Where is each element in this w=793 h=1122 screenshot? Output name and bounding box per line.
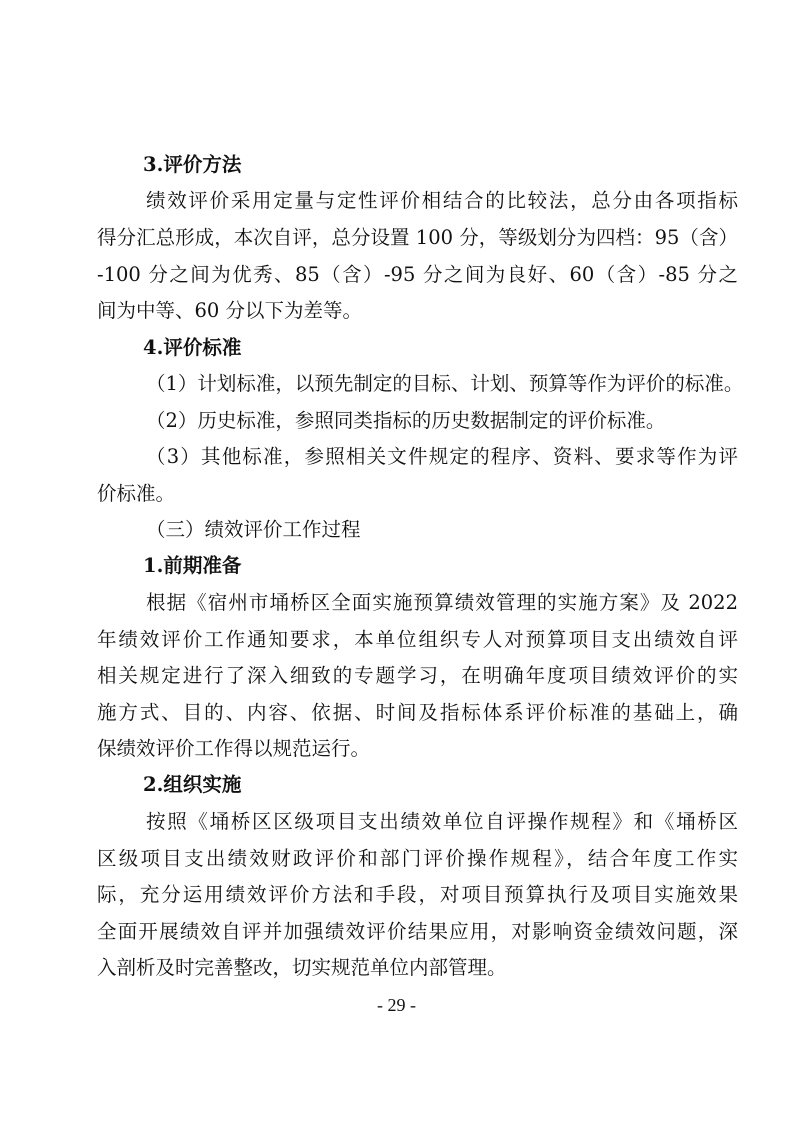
paragraph-line: 按照《埇桥区区级项目支出绩效单位自评操作规程》和《埇桥区 [146,810,738,833]
paragraph-line: 年绩效评价工作通知要求，本单位组织专人对预算项目支出绩效自评 [97,628,738,651]
section-heading-process: （三）绩效评价工作过程 [146,518,361,541]
paragraph-line: -100 分之间为优秀、85（含）-95 分之间为良好、60（含）-85 分之 [97,263,738,286]
paragraph-line: 施方式、目的、内容、依据、时间及指标体系评价标准的基础上，确 [97,701,738,724]
paragraph-line: 区级项目支出绩效财政评价和部门评价操作规程》，结合年度工作实 [97,847,738,870]
paragraph-line: 间为中等、60 分以下为差等。 [97,299,363,322]
heading-evaluation-method: 3.评价方法 [143,153,242,176]
list-item-plan-standard: （1）计划标准，以预先制定的目标、计划、预算等作为评价的标准。 [146,372,744,395]
paragraph-line: 得分汇总形成，本次自评，总分设置 100 分，等级划分为四档：95（含） [97,226,738,249]
heading-evaluation-standard: 4.评价标准 [143,336,242,359]
paragraph-line: 全面开展绩效自评并加强绩效评价结果应用，对影响资金绩效问题，深 [97,920,738,943]
heading-preparation: 1.前期准备 [143,554,242,577]
paragraph-line: 根据《宿州市埇桥区全面实施预算绩效管理的实施方案》及 2022 [146,591,738,614]
paragraph-line: 绩效评价采用定量与定性评价相结合的比较法，总分由各项指标 [146,189,738,212]
paragraph-line: 保绩效评价工作得以规范运行。 [97,737,371,760]
list-item-other-standard: （3）其他标准，参照相关文件规定的程序、资料、要求等作为评 [146,445,738,468]
paragraph-line: 价标准。 [97,482,176,505]
paragraph-line: 入剖析及时完善整改，切实规范单位内部管理。 [97,956,507,979]
paragraph-line: 际，充分运用绩效评价方法和手段，对项目预算执行及项目实施效果 [97,883,738,906]
list-item-history-standard: （2）历史标准，参照同类指标的历史数据制定的评价标准。 [146,409,666,432]
page-number: - 29 - [377,995,416,1015]
heading-implementation: 2.组织实施 [143,773,242,796]
paragraph-line: 相关规定进行了深入细致的专题学习，在明确年度项目绩效评价的实 [97,664,738,687]
